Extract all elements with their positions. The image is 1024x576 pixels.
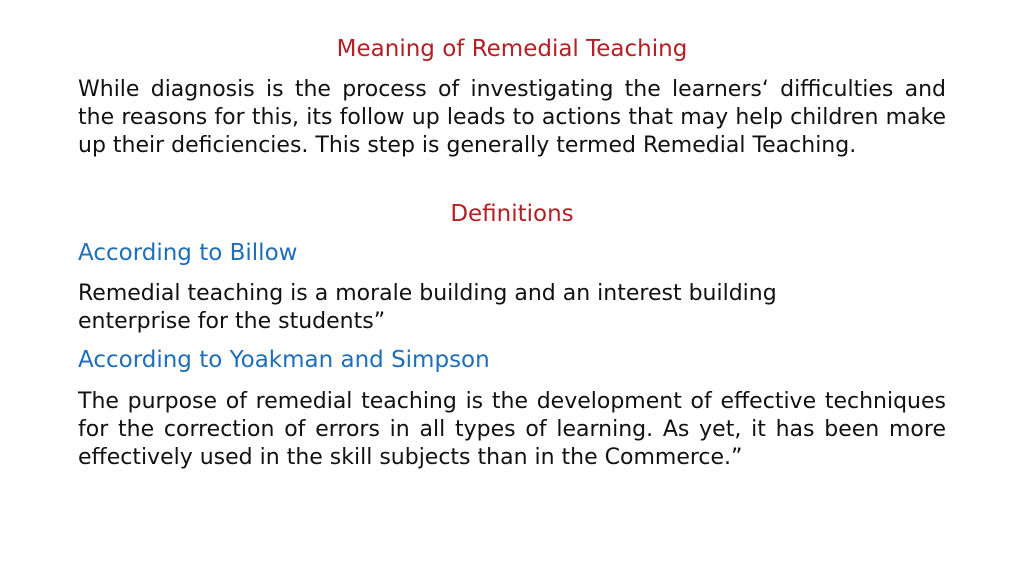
- billow-heading: According to Billow: [78, 240, 298, 266]
- yoakman-simpson-definition: The purpose of remedial teaching is the development of effective techniques for the correction of errors in all types of learning. As yet, it has been more effectively used in the skill subjects than in the Commerce.”: [78, 389, 946, 470]
- intro-paragraph: While diagnosis is the process of investigating the learners‘ difficulties and the reasons for this, its follow up leads to actions that may help children make up their deficiencies. This step is generally termed Remedial Teaching.: [78, 77, 946, 158]
- slide-title: Meaning of Remedial Teaching: [336, 36, 688, 62]
- definitions-heading: Definitions: [450, 201, 574, 227]
- billow-definition: Remedial teaching is a morale building and an interest building enterprise for the students”: [78, 281, 777, 334]
- yoakman-simpson-heading: According to Yoakman and Simpson: [78, 347, 490, 373]
